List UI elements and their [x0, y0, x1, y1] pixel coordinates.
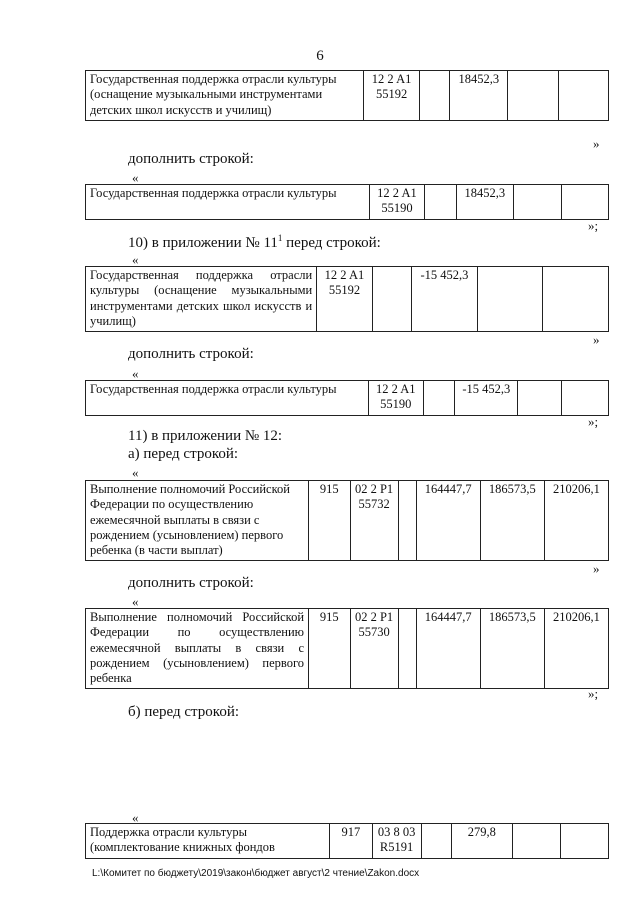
row-amount: -15 452,3 [412, 267, 478, 332]
table-row [86, 381, 609, 416]
table-row [86, 267, 609, 332]
row-empty-cell [560, 824, 608, 859]
page-number: 6 [316, 48, 324, 64]
row-code: 03 8 03 R5191 [372, 824, 421, 859]
table-block-3 [85, 266, 609, 332]
row-empty-cell [512, 824, 560, 859]
row-value-1: 164447,7 [416, 609, 480, 689]
item-11-title: 11) в приложении № 12: [128, 428, 283, 444]
row-empty-cell [421, 824, 452, 859]
table-row [86, 609, 609, 689]
table-block-7 [85, 823, 609, 859]
row-empty-cell [561, 185, 608, 220]
row-empty-cell [398, 481, 416, 561]
row-name: Государственная поддержка отрасли культуры [86, 185, 370, 220]
table-block-5 [85, 480, 609, 561]
row-empty-cell [543, 267, 609, 332]
item-10-text: 10) в приложении № $11^1$ перед строкой: [128, 233, 381, 251]
sub-item-b: б) перед строкой: [128, 704, 240, 720]
row-value-3: 210206,1 [544, 609, 608, 689]
row-name: Государственная поддержка отрасли культуры [86, 381, 369, 416]
close-quote: »; [588, 218, 599, 233]
table-block-4 [85, 380, 609, 416]
add-row-text: дополнить строкой: [128, 575, 254, 591]
row-empty-cell [420, 71, 450, 121]
table-block-6 [85, 608, 609, 689]
open-quote: « [132, 252, 139, 267]
row-code: 12 2 A1 55190 [369, 185, 425, 220]
row-empty-cell [425, 185, 456, 220]
table-block-1 [85, 70, 609, 121]
close-quote: »; [588, 414, 599, 429]
close-quote: »; [588, 686, 599, 701]
row-name: Государственная поддержка отрасли культуры (оснащение музыкальными инструментами детских школ искусств и училищ) [86, 267, 317, 332]
row-code: 12 2 A1 55192 [363, 71, 419, 121]
row-amount: 18452,3 [456, 185, 514, 220]
row-code: 02 2 P1 55732 [350, 481, 398, 561]
row-amount: 279,8 [452, 824, 513, 859]
row-empty-cell [477, 267, 543, 332]
row-empty-cell [423, 381, 454, 416]
row-empty-cell [518, 381, 561, 416]
close-quote: » [593, 332, 600, 347]
row-ministry: 917 [329, 824, 372, 859]
add-row-text: дополнить строкой: [128, 151, 254, 167]
table-row [86, 481, 609, 561]
row-empty-cell [561, 381, 608, 416]
row-name: Выполнение полномочий Российской Федерации по осуществлению ежемесячной выплаты в связи с рождением (усыновлением) первого ребенка [86, 609, 309, 689]
table-block-2 [85, 184, 609, 220]
row-empty-cell [372, 267, 411, 332]
table-row [86, 185, 609, 220]
row-value-1: 164447,7 [416, 481, 480, 561]
row-name: Выполнение полномочий Российской Федерации по осуществлению ежемесячной выплаты в связи с рождением (усыновлением) первого ребенка (в части выплат) [86, 481, 309, 561]
open-quote: « [132, 810, 139, 825]
row-empty-cell [508, 71, 558, 121]
open-quote: « [132, 170, 139, 185]
row-ministry: 915 [309, 609, 351, 689]
row-name: Государственная поддержка отрасли культуры (оснащение музыкальными инструментами детских школ искусств и училищ) [86, 71, 364, 121]
open-quote: « [132, 366, 139, 381]
table-row [86, 71, 609, 121]
row-value-2: 186573,5 [480, 609, 544, 689]
open-quote: « [132, 594, 139, 609]
row-code: 02 2 P1 55730 [350, 609, 398, 689]
row-empty-cell [398, 609, 416, 689]
add-row-text: дополнить строкой: [128, 346, 254, 362]
close-quote: » [593, 136, 600, 151]
row-empty-cell [514, 185, 561, 220]
footer-file-path: L:\Комитет по бюджету\2019\закон\бюджет август\2 чтение\Zakon.docx [92, 868, 420, 879]
close-quote: » [593, 561, 600, 576]
row-code: 12 2 A1 55192 [317, 267, 373, 332]
row-empty-cell [558, 71, 608, 121]
table-row [86, 824, 609, 859]
row-ministry: 915 [309, 481, 351, 561]
row-value-2: 186573,5 [480, 481, 544, 561]
sub-item-a: а) перед строкой: [128, 446, 239, 462]
row-amount: -15 452,3 [455, 381, 518, 416]
open-quote: « [132, 465, 139, 480]
row-amount: 18452,3 [450, 71, 508, 121]
row-code: 12 2 A1 55190 [368, 381, 423, 416]
row-name: Поддержка отрасли культуры (комплектование книжных фондов [86, 824, 330, 859]
row-value-3: 210206,1 [544, 481, 608, 561]
